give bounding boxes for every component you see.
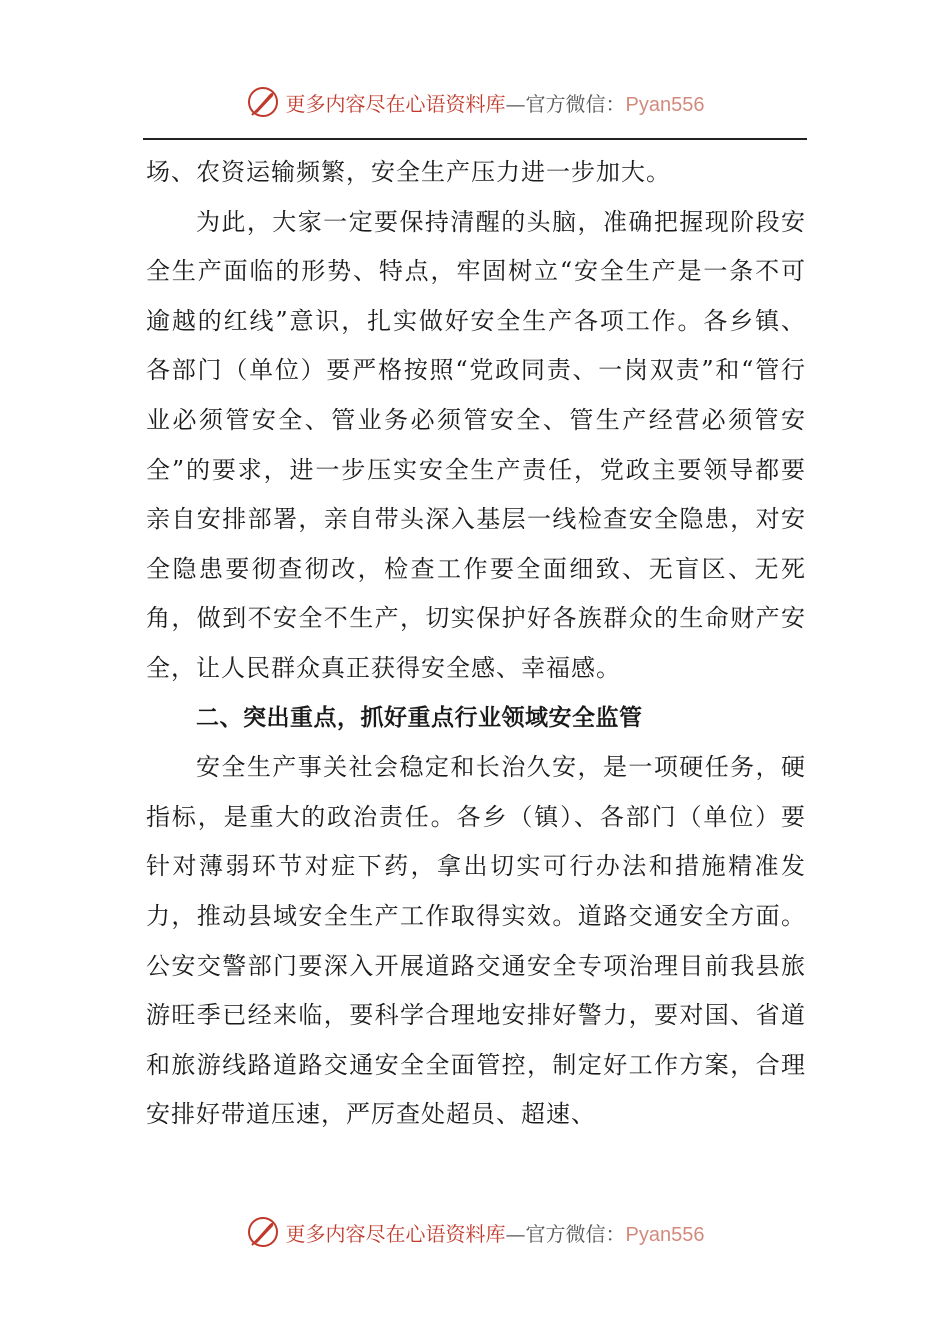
paragraph: 安全生产事关社会稳定和长治久安，是一项硬任务，硬指标，是重大的政治责任。各乡（镇）、各部门（单位）要针对薄弱环节对症下药，拿出切实可行办法和措施精准发力，推动县域安全生产工作取得实效。道路交通安全方面。公安交警部门要深入开展道路交通安全专项治理目前我县旅游旺季已经来临，要科学合理地安排好警力，要对国、省道和旅游线路道路交通安全全面管控，制定好工作方案，合理安排好带道压速，严厉查处超员、超速、 <box>146 753 806 1129</box>
quill-pen-logo-icon <box>246 85 280 119</box>
watermark-wechat-id: Pyan556 <box>625 93 705 116</box>
watermark-wechat-id: Pyan556 <box>625 1223 705 1246</box>
document-body <box>146 148 806 1140</box>
header-watermark <box>0 80 950 124</box>
section-heading: 二、突出重点，抓好重点行业领域安全监管 <box>196 704 643 731</box>
header-divider <box>143 138 807 140</box>
paragraph: 为此，大家一定要保持清醒的头脑，准确把握现阶段安全生产面临的形势、特点，牢固树立“安全生产是一条不可逾越的红线”意识，扎实做好安全生产各项工作。各乡镇、各部门（单位）要严格按照“党政同责、一岗双责”和“管行业必须管安全、管业务必须管安全、管生产经营必须管安全”的要求，进一步压实安全生产责任，党政主要领导都要亲自安排部署，亲自带头深入基层一线检查安全隐患，对安全隐患要彻查彻改，检查工作要全面细致、无盲区、无死角，做到不安全不生产，切实保护好各族群众的生命财产安全，让人民群众真正获得安全感、幸福感。 <box>146 207 806 682</box>
watermark-dash: — <box>505 91 526 116</box>
watermark-label: 官方微信： <box>525 1221 626 1246</box>
watermark-label: 官方微信： <box>525 91 626 116</box>
watermark-prefix: 更多内容尽在心语资料库 <box>285 91 506 116</box>
watermark-dash: — <box>505 1221 526 1246</box>
quill-pen-logo-icon <box>246 1215 280 1249</box>
watermark-prefix: 更多内容尽在心语资料库 <box>285 1221 506 1246</box>
footer-watermark <box>0 1210 950 1254</box>
paragraph-continued: 场、农资运输频繁，安全生产压力进一步加大。 <box>146 158 671 186</box>
